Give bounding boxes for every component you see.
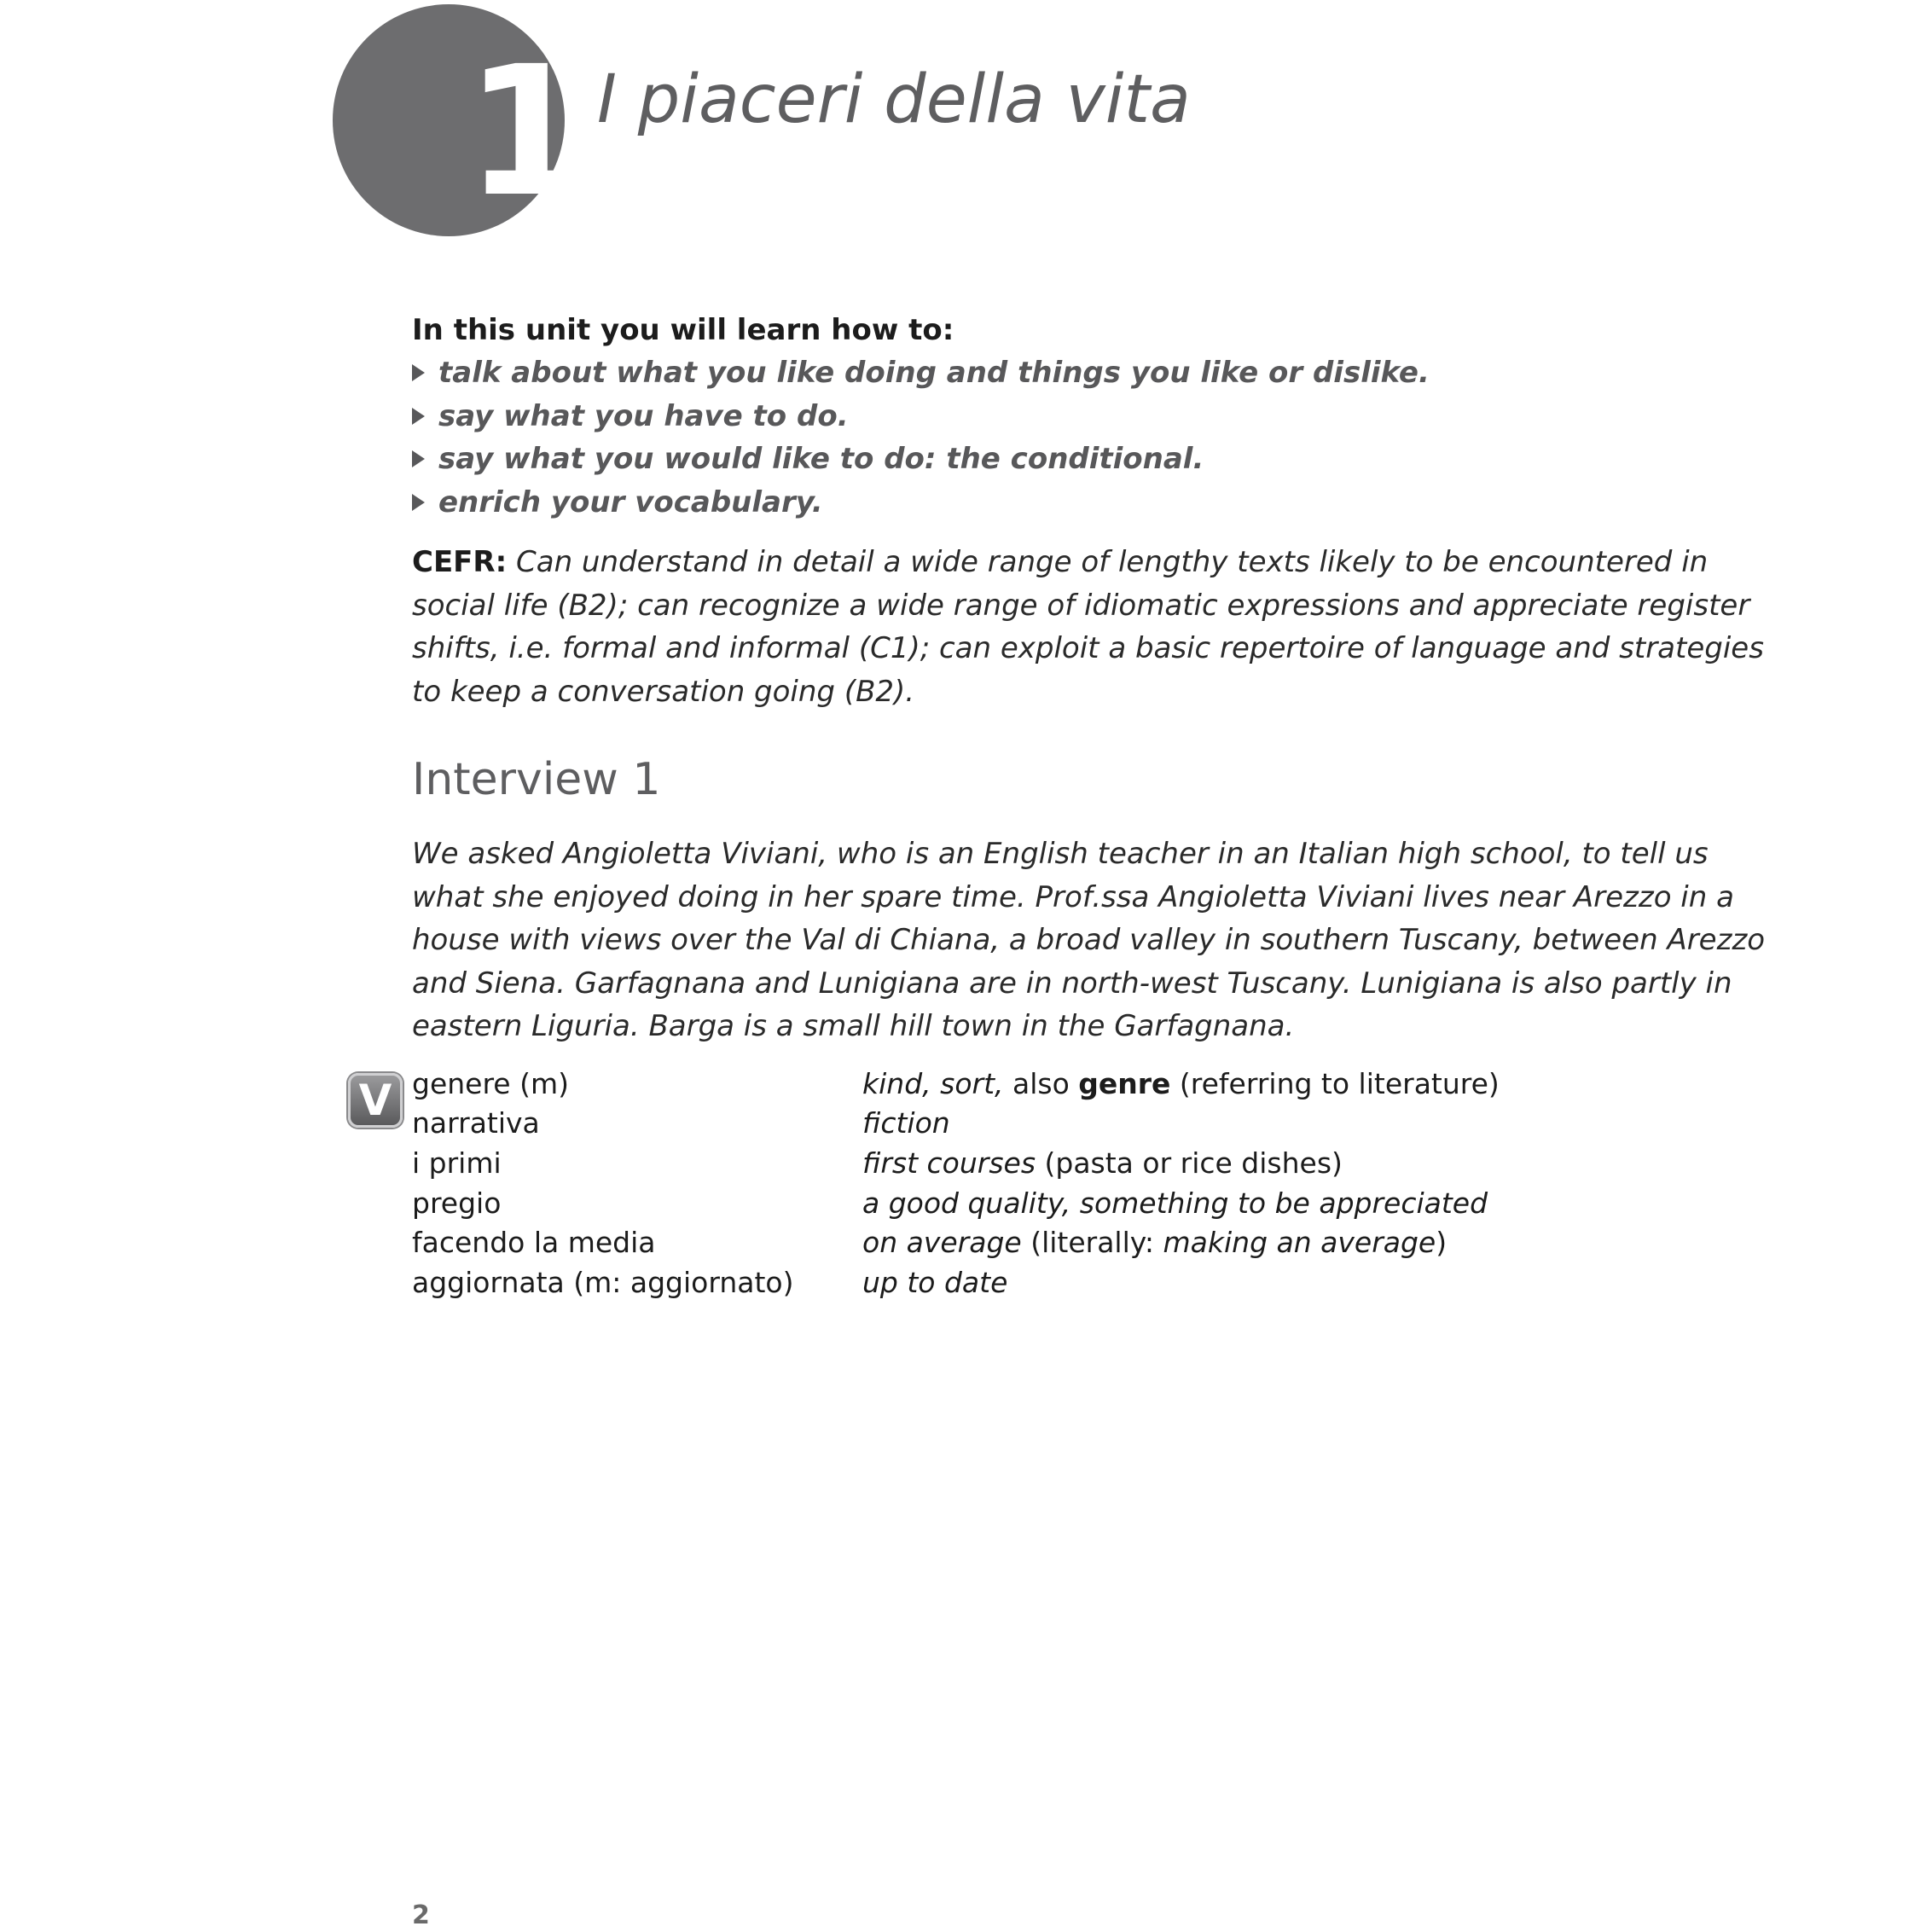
intro-line: and Siena. Garfagnana and Lunigiana are in north-west Tuscany. Lunigiana is also partly in [412, 966, 1732, 1001]
definition-segment: genre [1078, 1066, 1171, 1100]
objective-item [412, 395, 1623, 438]
intro-line: eastern Liguria. Barga is a small hill town in the Garfagnana. [412, 1009, 1295, 1043]
cefr-statement [412, 541, 1764, 713]
cefr-line: social life (B2); can recognize a wide range of idiomatic expressions and appreciate register [412, 588, 1750, 623]
vocab-term: pregio [412, 1186, 502, 1220]
vocab-term: narrativa [412, 1106, 540, 1140]
definition-segment: also [1003, 1066, 1079, 1100]
definition-segment: up to date [862, 1265, 1008, 1299]
interview-heading: Interview 1 [412, 754, 661, 805]
cefr-line [412, 541, 1709, 584]
objective-item [412, 438, 1623, 481]
definition-segment: (referring to literature) [1170, 1066, 1500, 1100]
vocab-term: genere (m) [412, 1066, 569, 1100]
vocab-definition [862, 1222, 1500, 1262]
definition-segment: on average [862, 1226, 1022, 1260]
definition-segment: (pasta or rice dishes) [1036, 1146, 1343, 1180]
objective-item [412, 481, 1623, 525]
objective-item [412, 351, 1623, 395]
objective-text: talk about what you like doing and things you like or dislike. [438, 356, 1430, 390]
intro-line: We asked Angioletta Viviani, who is an English teacher in an Italian high school, to tell us [412, 837, 1709, 871]
vocabulary-rows [412, 1064, 1500, 1303]
vocab-term: facendo la media [412, 1226, 656, 1260]
vocab-row [412, 1183, 1500, 1223]
arrow-bullet-icon [412, 364, 425, 381]
objective-list [412, 351, 1623, 524]
arrow-bullet-icon [412, 408, 425, 425]
objective-text: enrich your vocabulary. [438, 484, 823, 519]
vocab-term: aggiornata (m: aggiornato) [412, 1265, 794, 1299]
definition-segment: (literally: [1021, 1226, 1163, 1260]
intro-line: house with views over the Val di Chiana, a broad valley in southern Tuscany, between Arezzo [412, 923, 1766, 957]
vocab-definition [862, 1262, 1500, 1303]
cefr-line: to keep a conversation going (B2). [412, 674, 915, 709]
cefr-line: shifts, i.e. formal and informal (C1); can exploit a basic repertoire of language and strategies [412, 631, 1764, 665]
definition-segment: kind, sort, [862, 1066, 1004, 1100]
objective-text: say what you would like to do: the conditional. [438, 442, 1204, 476]
definition-segment: first courses [862, 1146, 1036, 1180]
learning-objectives [412, 309, 1623, 524]
vocab-row [412, 1262, 1500, 1303]
definition-segment: fiction [862, 1106, 950, 1140]
cefr-text: Can understand in detail a wide range of lengthy texts likely to be encountered in [507, 545, 1709, 579]
intro-line: what she enjoyed doing in her spare time. Prof.ssa Angioletta Viviani lives near Arezzo in a [412, 879, 1734, 914]
vocab-row [412, 1104, 1500, 1144]
vocab-definition [862, 1143, 1500, 1183]
definition-segment: making an average [1163, 1226, 1436, 1260]
arrow-bullet-icon [412, 450, 425, 467]
interview-intro [412, 833, 1766, 1048]
vocab-definition [862, 1183, 1500, 1223]
cefr-label: CEFR: [412, 545, 508, 579]
definition-segment: a good quality, something to be appreciated [862, 1186, 1488, 1220]
definition-segment: ) [1436, 1226, 1448, 1260]
unit-number: 1 [465, 27, 587, 236]
arrow-bullet-icon [412, 494, 425, 511]
vocab-row [412, 1143, 1500, 1183]
vocab-row [412, 1222, 1500, 1262]
vocab-term: i primi [412, 1146, 502, 1180]
vocab-definition [862, 1104, 1500, 1144]
objectives-heading: In this unit you will learn how to: [412, 313, 954, 347]
vocab-row [412, 1064, 1500, 1104]
vocabulary-v-icon: V [348, 1073, 403, 1128]
page-number: 2 [412, 1900, 430, 1930]
vocabulary-table [412, 1064, 1500, 1303]
objective-text: say what you have to do. [438, 398, 849, 433]
unit-title: I piaceri della vita [597, 61, 1191, 138]
vocab-definition [862, 1064, 1500, 1104]
